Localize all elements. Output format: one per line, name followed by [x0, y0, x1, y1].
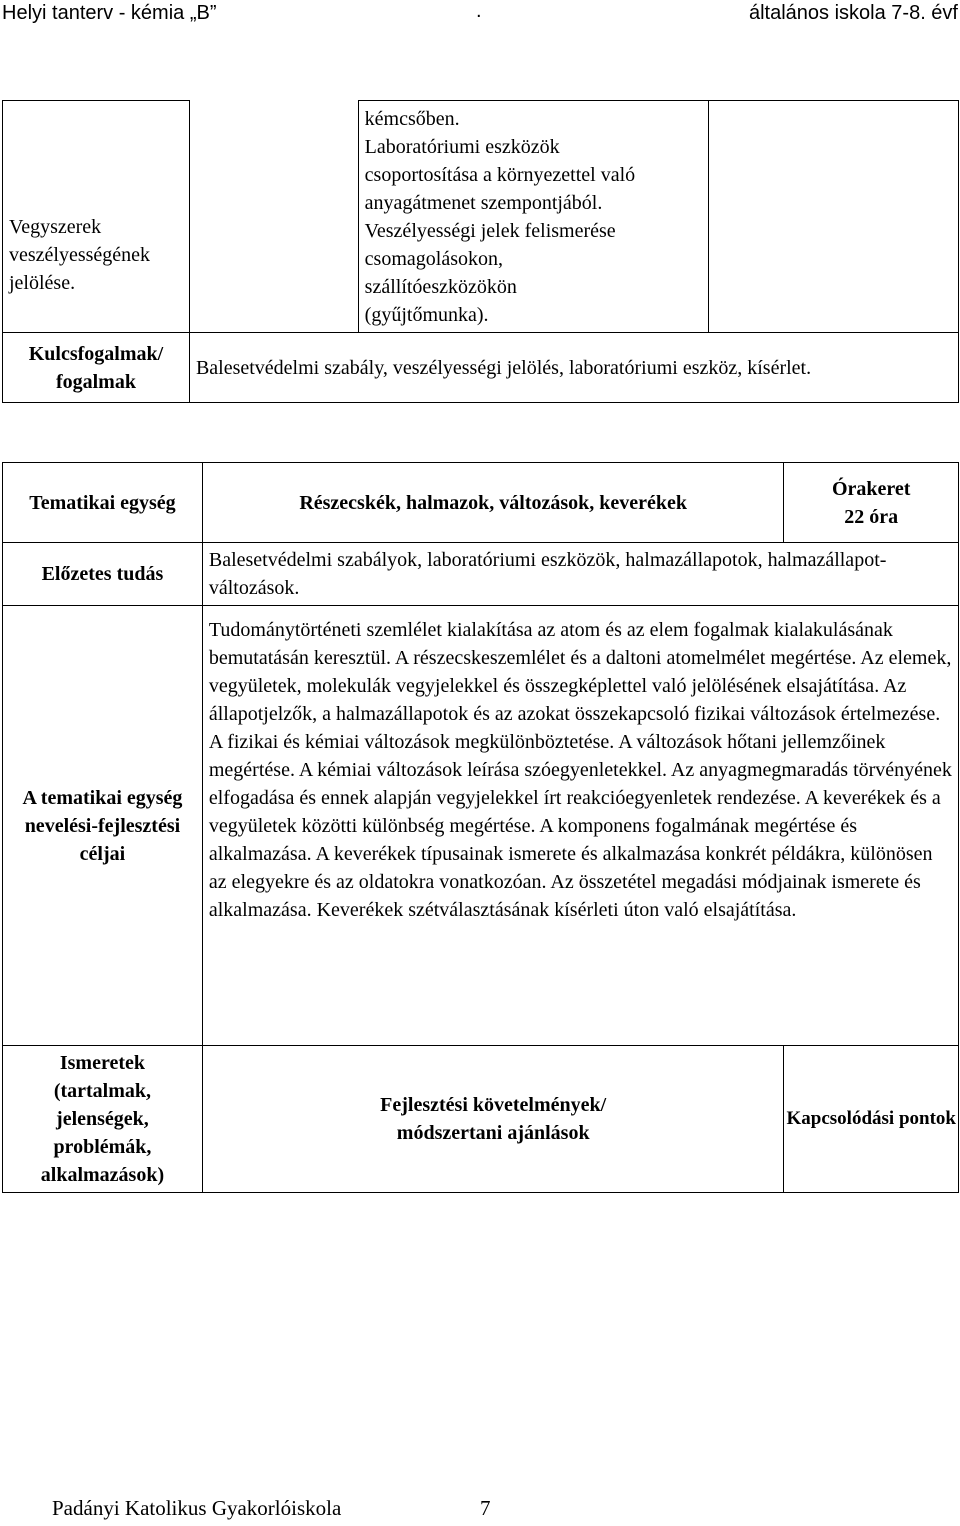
- goals-text: Tudománytörténeti szemlélet kialakítása az atom és az elem fogalmak kialakulásának bemutatásán keresztül. A részecskeszemlélet és a daltoni atomelmélet megértése. Az elemek, vegyületek, molekulák vegyjelekkel és összegképlettel való jelölésének elsajátítása. Az állapotjelzők, a halmazállapotok és az azokat összekapcsoló fizikai változások értelmezése. A fizikai és kémiai változások megkülönböztetése. A változások hőtani jellemzőinek megértése. A kémiai változások leírása szóegyenletekkel. Az anyagmegmaradás törvényének elfogadása és ennek alapján vegyjelekkel írt reakcióegyenletek rendezése. A keverékek és a vegyületek közötti különbség megértése. A komponens fogalmának megértése és alkalmazása. A keverékek típusainak ismerete és alkalmazása konkrét példákra, különösen az elegyekre és az oldatokra vonatkozóan. Az összetétel megadási módjainak ismerete és alkalmazása. Keverékek szétválasztásának kísérleti úton való elsajátítása.: [202, 606, 958, 1046]
- activity-line: csomagolásokon,: [364, 248, 503, 270]
- prior-knowledge-text: Balesetvédelmi szabályok, laboratóriumi eszközök, halmazállapotok, halmazállapot-változások.: [202, 543, 958, 606]
- key-concepts-text: Balesetvédelmi szabály, veszélyességi jelölés, laboratóriumi eszköz, kísérlet.: [189, 333, 958, 403]
- activity-line: szállítóeszközökön: [364, 276, 517, 298]
- page-header: [0, 0, 960, 38]
- header-title: Helyi tanterv - kémia „B”: [2, 2, 217, 24]
- activities-cell: [358, 101, 709, 333]
- page-footer: [52, 1496, 491, 1521]
- hours-value: 22 óra: [844, 505, 899, 528]
- thematic-unit-label: Tematikai egység: [3, 463, 203, 543]
- activity-line: csoportosítása a környezettel való: [364, 164, 636, 186]
- activity-line: (gyűjtőmunka).: [364, 304, 489, 326]
- thematic-unit-table: [2, 462, 959, 1193]
- connections-column-header: Kapcsolódási pontok: [784, 1046, 959, 1193]
- knowledge-column-header: Ismeretek (tartalmak, jelenségek, problémák, alkalmazások): [3, 1046, 203, 1193]
- activity-line: Veszélyességi jelek felismerése: [364, 220, 616, 242]
- thematic-unit-title: Részecskék, halmazok, változások, keverékek: [202, 463, 784, 543]
- footer-school: Padányi Katolikus Gyakorlóiskola: [52, 1496, 342, 1520]
- page-number: 7: [480, 1496, 491, 1520]
- hazard-label-cell: [3, 101, 190, 333]
- prior-knowledge-label: Előzetes tudás: [3, 543, 203, 606]
- requirements-column-header: Fejlesztési követelmények/ módszertani ajánlások: [202, 1046, 784, 1193]
- header-school-type: általános iskola 7-8. évf: [748, 2, 958, 24]
- key-concepts-label: Kulcsfogalmak/ fogalmak: [3, 333, 190, 403]
- activity-line: anyagátmenet szempontjából.: [364, 192, 603, 214]
- hours-label: Órakeret: [831, 477, 911, 500]
- header-dot: .: [476, 0, 482, 22]
- previous-topic-table: [2, 100, 959, 403]
- goals-label: A tematikai egység nevelési-fejlesztési céljai: [3, 606, 203, 1046]
- hazard-label-text: Vegyszerek veszélyességének jelölése.: [9, 216, 151, 294]
- hours-cell: [784, 463, 959, 543]
- empty-right-cell: [709, 101, 959, 333]
- empty-left-cell: [189, 101, 358, 333]
- activity-line: Laboratóriumi eszközök: [364, 136, 560, 158]
- activity-line: kémcsőben.: [364, 108, 460, 130]
